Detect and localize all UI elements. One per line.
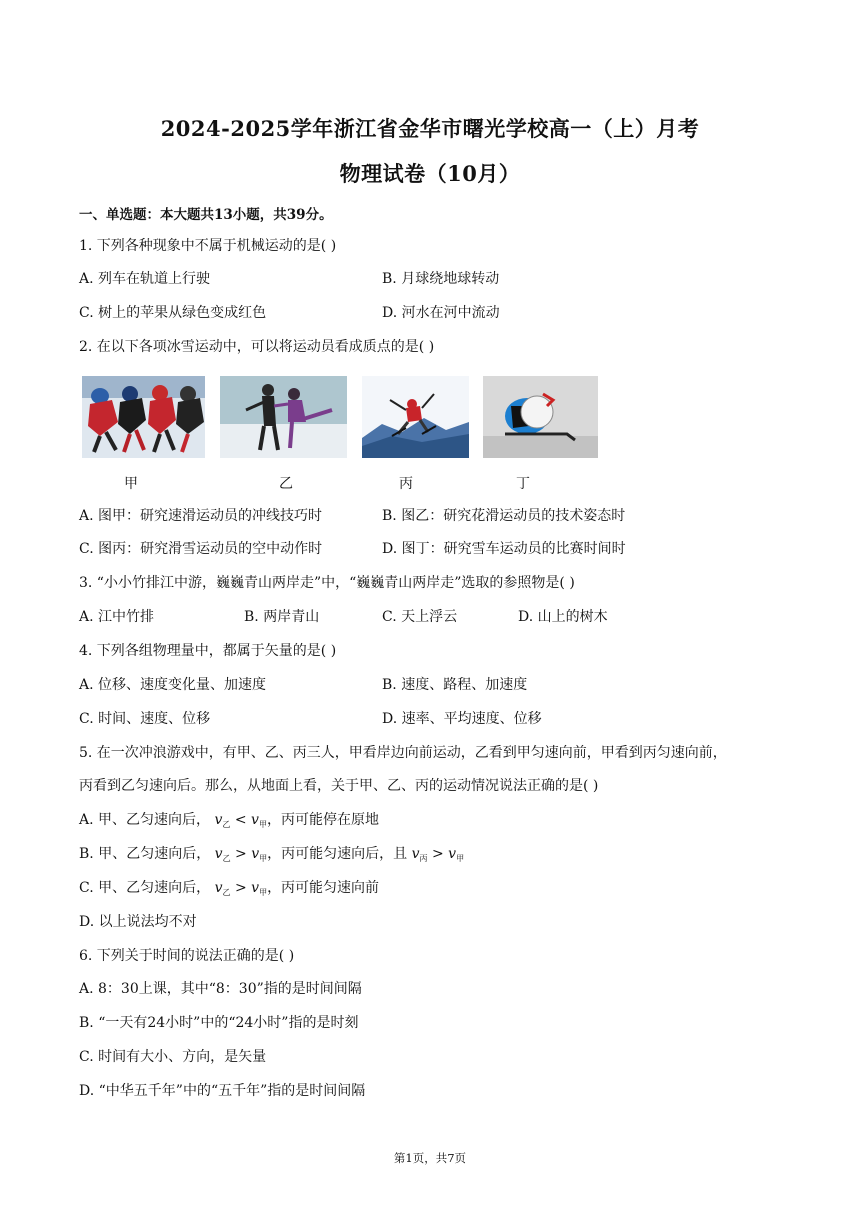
greater-than-symbol: > [235,846,247,862]
figure-skating-picture [220,376,347,458]
q2-option-b: B. 图乙：研究花滑运动员的技术姿态时 [382,508,626,524]
v-symbol: v [251,846,260,862]
q2-option-a: A. 图甲：研究速滑运动员的冲线技巧时 [79,508,323,524]
v-symbol: v [251,812,259,828]
v-symbol: v [411,846,420,862]
section-heading: 一、单选题：本大题共13小题，共39分。 [79,207,333,223]
q4-option-b: B. 速度、路程、加速度 [382,677,528,693]
greater-than-symbol: > [234,880,247,896]
greater-than-symbol: > [431,846,444,862]
q6-option-d: D. “中华五千年”中的“五千年”指的是时间间隔 [79,1083,366,1099]
less-than-symbol: < [234,812,247,828]
picture-label-bing: 丙 [399,476,413,492]
q1-stem: 1. 下列各种现象中不属于机械运动的是( ) [79,238,337,254]
q5-b-middle: ，丙可能匀速向后，且 [267,846,408,862]
subscript-bing: 丙 [419,854,428,863]
page-footer: 第1页，共7页 [393,1151,467,1165]
v-symbol: v [214,880,223,896]
subscript-jia: 甲 [259,854,268,863]
q6-option-c: C. 时间有大小、方向，是矢量 [79,1049,267,1065]
q6-stem: 6. 下列关于时间的说法正确的是( ) [79,948,295,964]
subscript-yi: 乙 [222,888,231,897]
q5-option-b [79,845,464,868]
q5-c-suffix: ，丙可能匀速向前 [267,880,380,896]
q3-option-d: D. 山上的树木 [518,609,608,625]
v-symbol: v [251,880,260,896]
q5-stem-line2: 丙看到乙匀速向后。那么，从地面上看，关于甲、乙、丙的运动情况说法正确的是( ) [79,778,599,794]
q5-stem-line1: 5. 在一次冲浪游戏中，有甲、乙、丙三人，甲看岸边向前运动，乙看到甲匀速向前，甲看到丙匀速向前， [79,745,727,761]
q4-option-d: D. 速率、平均速度、位移 [382,711,542,727]
subscript-jia: 甲 [258,820,267,829]
q4-stem: 4. 下列各组物理量中，都属于矢量的是( ) [79,643,337,659]
q5-a-suffix: ，丙可能停在原地 [266,812,379,828]
q1-option-d: D. 河水在河中流动 [382,305,500,321]
q3-option-b: B. 两岸青山 [244,609,320,625]
q5-option-c [79,879,379,902]
q1-option-c: C. 树上的苹果从绿色变成红色 [79,305,267,321]
q3-stem: 3. “小小竹排江中游，巍巍青山两岸走”中，“巍巍青山两岸走”选取的参照物是( ) [79,575,575,591]
q3-option-c: C. 天上浮云 [382,609,458,625]
q4-option-c: C. 时间、速度、位移 [79,711,211,727]
exam-title-line1: 2024-2025学年浙江省金华市曙光学校高一（上）月考 [160,116,700,141]
q5-option-d: D. 以上说法均不对 [79,914,197,930]
v-symbol: v [214,812,223,828]
q2-option-d: D. 图丁：研究雪车运动员的比赛时间时 [382,541,626,557]
q6-option-a: A. 8：30上课，其中“8：30”指的是时间间隔 [79,981,362,997]
q3-option-a: A. 江中竹排 [79,609,155,625]
exam-title-line2: 物理试卷（10月） [339,161,521,186]
q2-stem: 2. 在以下各项冰雪运动中，可以将运动员看成质点的是( ) [79,339,435,355]
q4-option-a: A. 位移、速度变化量、加速度 [79,677,267,693]
q5-c-prefix: C. 甲、乙匀速向后， [79,880,211,896]
q5-a-prefix: A. 甲、乙匀速向后， [79,812,211,828]
q6-option-b: B. “一天有24小时”中的“24小时”指的是时刻 [79,1015,359,1031]
q5-b-prefix: B. 甲、乙匀速向后， [79,846,211,862]
v-symbol: v [448,846,457,862]
v-symbol: v [214,846,223,862]
aerial-skiing-picture [362,376,469,458]
subscript-yi: 乙 [222,820,231,829]
speed-skating-picture [82,376,205,458]
q1-option-a: A. 列车在轨道上行驶 [79,271,211,287]
q2-option-c: C. 图丙：研究滑雪运动员的空中动作时 [79,541,323,557]
picture-label-yi: 乙 [279,476,293,492]
subscript-yi: 乙 [222,854,231,863]
subscript-jia: 甲 [259,888,268,897]
subscript-jia: 甲 [456,854,465,863]
picture-label-ding: 丁 [516,476,530,492]
q5-option-a [79,811,379,834]
picture-label-jia: 甲 [124,476,138,492]
skeleton-sled-picture [483,376,598,458]
q1-option-b: B. 月球绕地球转动 [382,271,500,287]
